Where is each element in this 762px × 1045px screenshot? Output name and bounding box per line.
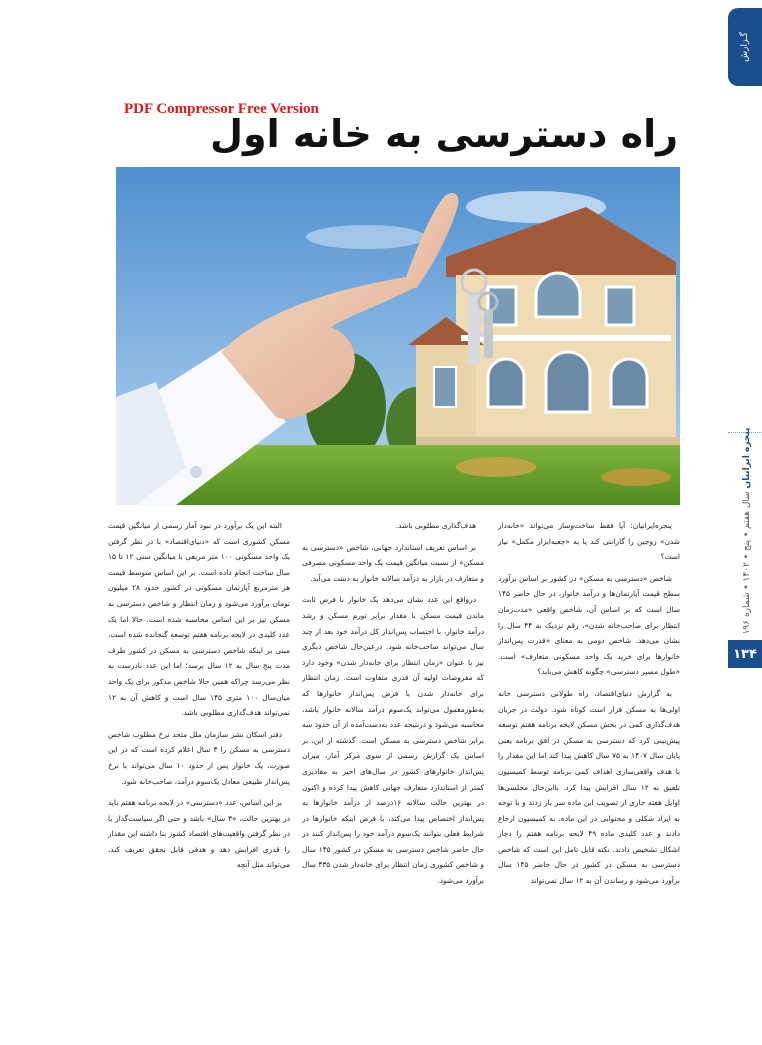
paragraph: هدف‌گذاری مطلوبی باشد. [395, 521, 476, 530]
paragraph: درواقع این عدد نشان می‌دهد یک خانوار با فرض ثابت ماندن قیمت مسکن با مقدار برابر تورم مسکن و رشد درآمد خانوار، با احتساب پس‌انداز کل درآمد خود بعد از چند سال می‌تواند صاحب‌خانه شود. درعین‌حال شاخص دیگری نیز با عنوان «زمان انتظار برای خانه‌دار شدن» وجود دارد که مفروضات اولیه آن قدری متفاوت است. زمان انتظار برای خانه‌دار شدن با فرض پس‌انداز خانوارها که به‌طورمعمول می‌تواند یک‌سوم درآمد سالانه خانوار باشد، محاسبه می‌شود و درنتیجه عدد به‌دست‌آمده از آن حدود سه برابر شاخص دسترسی به مسکن است. گذشته از این، بر اساس یک گزارش رسمی از سوی مرکز آمار، میزان پس‌انداز خانوارهای کشور در سال‌های اخیر به مقادیری کمتر از استاندارد متعارف جهانی کاهش پیدا کرده و اکنون در بهترین حالت سالانه ۱۶درصد از درآمد خانوارها به پس‌انداز اختصاص پیدا می‌کند، با فرض اینکه خانوارها در شرایط فعلی بتوانند یک‌سوم درآمد خود را پس‌انداز کنند در حال حاضر شاخص دسترسی به مسکن در کشور ۱۴۵ سال و شاخص کشوری زمان انتظار برای خانه‌دار شدن ۴۳۵ سال برآورد می‌شود. [302, 595, 484, 886]
article-column-2 [302, 518, 484, 895]
article-title: راه دسترسی به خانه اول [210, 112, 678, 156]
hand-holding-house-keys-photo [116, 167, 680, 505]
paragraph: دفتر اسکان بشر سازمان ملل متحد نرخ مطلوب شاخص دسترسی به مسکن را ۳ سال اعلام کرده است که در این صورت، یک خانوار پس از حدود ۱۰ سال می‌تواند با نرخ پس‌انداز طبیعی معادل یک‌سوم درآمد، صاحب‌خانه شود. [108, 729, 290, 786]
issue-info: سال هفتم • پنج • ۱۴۰۲ • شماره ۱۹۶ [742, 491, 752, 635]
article-column-3 [108, 518, 290, 879]
paragraph: شاخص «دسترسی به مسکن» در کشور بر اساس برآورد سطح قیمت آپارتمان‌ها و درآمد خانوار، در حال حاضر ۱۴۵ سال است که بر اساس آن، شاخص واقعی «مدت‌زمان انتظار برای صاحب‌خانه شدن»، رقم نزدیک به ۴۴ سال را نشان می‌دهد. شاخص دومی به معنای «قدرت پس‌انداز خانوارها برای خرید یک واحد مسکونی متعارف» است. «طول مسیر دسترسی» چگونه کاهش می‌یابد؟ [498, 573, 680, 677]
article-column-1 [498, 518, 680, 895]
paragraph: به گزارش دنیای‌اقتصاد، راه طولانی دسترسی خانه اولی‌ها به مسکن قرار است کوتاه شود. دولت در جریان هدف‌گذاری کمی در بخش مسکن لایحه برنامه هفتم توسعه پیش‌بینی کرد که دسترسی به مسکن در افق برنامه یعنی پایان سال ۱۴۰۷ به ۷۵ سال کاهش پیدا کند اما این مقدار را با هدف واقعی‌سازی اهداف کمی برنامه توسط کمیسیون تلفیق به ۱۲ سال افزایش پیدا کرد. با‌این‌حال مجلسی‌ها اوایل هفته جاری از تصویب این ماده سر باز زدند و با توجه به ایراد شکلی و محتوایی در این ماده، به کمیسیون ارجاع دادند و عدد کلیدی ماده ۴۹ لایحه برنامه هفتم را دچار اشکال تشخیص دادند. نکته قابل تامل این است که شاخص دسترسی به مسکن در کشور در حال حاضر ۱۴۵ سال برآورد می‌شود و رساندن آن به ۱۲ سال نمی‌تواند [498, 688, 681, 886]
magazine-name: پنجره ایرانیان [742, 427, 752, 489]
watermark-text: PDF Compressor Free Version [124, 101, 319, 117]
page-number: ۱۳۴ [728, 640, 762, 668]
paragraph: بر این اساس، عدد «دسترسی» در لایحه برنامه هفتم باید در بهترین حالت، «۳ سال» باشد و حتی اگر سیاست‌گذار با در نظر گرفتن واقعیت‌های اقتصاد کشور بنا داشته این مقدار را قدری افزایش دهد و هدفی قابل تحقق تعریف کند، می‌تواند مثل آنچه [108, 798, 290, 870]
section-tab [728, 8, 762, 86]
magazine-side-title [736, 427, 758, 635]
hero-image [116, 167, 680, 505]
paragraph: البته این یک برآورد در نبود آمار رسمی از میانگین قیمت مسکن کشوری است که «دنیای‌اقتصاد» با در نظر گرفتن یک واحد مسکونی ۱۰۰ متر مربعی با میانگین سنی ۱۲ تا ۱۵ سال ساخت انجام داده است. بر این اساس متوسط قیمت هر مترمربع آپارتمان مسکونی در کشور حدود ۲۸ میلیون تومان برآورد می‌شود و زمان انتظار و شاخص دسترسی به مسکن نیز بر این اساس محاسبه شده است. حالا اما یک عدد کلیدی در لایحه برنامه هفتم توسعه گنجانده شده است، مبنی بر اینکه شاخص دسترسی به مسکن در کشور ظرف مدت پنج سال به ۱۲ سال برسد؛ اما این عدد نادرست به نظر می‌رسد چراکه همین حالا شاخص مذکور برای یک واحد میان‌سال ۱۰۰ متری ۱۴۵ سال است و کاهش آن به ۱۲ نمی‌تواند هدف‌گذاری مطلوبی باشد. [108, 521, 290, 718]
paragraph: بر اساس تعریف استاندارد جهانی، شاخص «دسترسی به مسکن» از نسبت میانگین قیمت یک واحد مسکونی مصرفی و متعارف در بازار به درآمد سالانه خانوار به دست می‌آید. [302, 542, 484, 583]
paragraph: پنجره‌ایرانیان: آیا فقط ساخت‌وساز می‌تواند «خانه‌دار شدن» زوجین را گارانتی کند یا به «جعبه‌ابزار مکمل» نیاز است؟ [498, 521, 680, 562]
section-label: گـزارش [740, 32, 750, 62]
